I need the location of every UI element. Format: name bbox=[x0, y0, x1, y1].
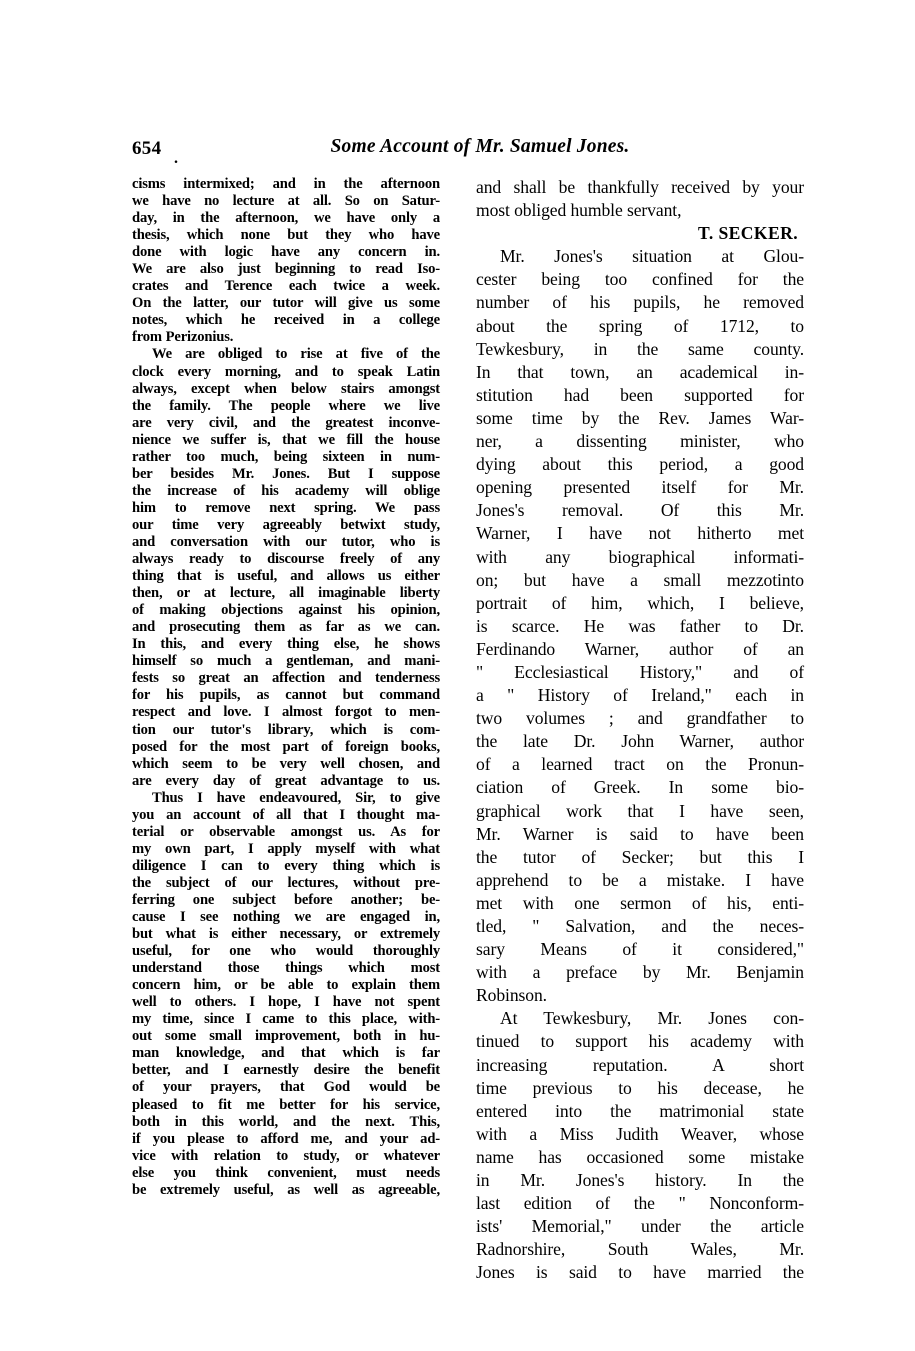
text-line: fests so great an affection and tenderness bbox=[132, 670, 440, 687]
text-line: my time, since I came to this place, with- bbox=[132, 1011, 440, 1028]
text-line: out some small improvement, both in hu- bbox=[132, 1028, 440, 1045]
text-line: apprehend to be a mistake. I have bbox=[476, 869, 804, 890]
text-line: then, or at lecture, all imaginable liberty bbox=[132, 585, 440, 602]
text-line: entered into the matrimonial state bbox=[476, 1100, 804, 1121]
text-line: but what is either necessary, or extremely bbox=[132, 926, 440, 943]
text-line: if you please to afford me, and your ad- bbox=[132, 1130, 440, 1147]
text-line: understand those things which most bbox=[132, 960, 440, 977]
text-line: sary Means of it considered," bbox=[476, 939, 804, 960]
text-line: diligence I can to every thing which is bbox=[132, 857, 440, 874]
text-line: terial or observable amongst us. As for bbox=[132, 823, 440, 840]
text-line: with a preface by Mr. Benjamin bbox=[476, 962, 804, 983]
text-line: himself so much a gentleman, and mani- bbox=[132, 653, 440, 670]
text-line: On the latter, our tutor will give us some bbox=[132, 295, 440, 312]
text-line: ber besides Mr. Jones. But I suppose bbox=[132, 465, 440, 482]
text-line: number of his pupils, he removed bbox=[476, 292, 804, 313]
text-line: is scarce. He was father to Dr. bbox=[476, 615, 804, 636]
text-line: In this, and every thing else, he shows bbox=[132, 636, 440, 653]
text-line: vice with relation to study, or whatever bbox=[132, 1147, 440, 1164]
text-line: of your prayers, that God would be bbox=[132, 1079, 440, 1096]
text-line: my own part, I apply myself with what bbox=[132, 840, 440, 857]
text-line: In that town, an academical in- bbox=[476, 361, 804, 382]
text-line: graphical work that I have seen, bbox=[476, 800, 804, 821]
text-line: time previous to his decease, he bbox=[476, 1077, 804, 1098]
text-line: ists' Memorial," under the article bbox=[476, 1216, 804, 1237]
text-line: Thus I have endeavoured, Sir, to give bbox=[152, 789, 440, 806]
text-line: of making objections against his opinion, bbox=[132, 602, 440, 619]
text-line: a " History of Ireland," each in bbox=[476, 685, 804, 706]
text-line: from Perizonius. bbox=[132, 329, 234, 346]
text-line: concern him, or be able to explain them bbox=[132, 977, 440, 994]
text-line: Mr. Warner is said to have been bbox=[476, 823, 804, 844]
text-line: are every day of great advantage to us. bbox=[132, 772, 440, 789]
text-line: of a learned tract on the Pronun- bbox=[476, 754, 804, 775]
text-line: which seem to be very well chosen, and bbox=[132, 755, 440, 772]
text-line: some time by the Rev. James War- bbox=[476, 407, 804, 428]
page-title: Some Account of Mr. Samuel Jones. bbox=[330, 136, 630, 157]
text-line: cisms intermixed; and in the afternoon bbox=[132, 176, 440, 192]
text-line: We are obliged to rise at five of the bbox=[152, 346, 440, 363]
text-line: the family. The people where we live bbox=[132, 397, 440, 414]
text-line: useful, for one who would thoroughly bbox=[132, 943, 440, 960]
text-line: else you think convenient, must needs bbox=[132, 1164, 440, 1181]
text-line: clock every morning, and to speak Latin bbox=[132, 363, 440, 380]
text-line: with a Miss Judith Weaver, whose bbox=[476, 1123, 804, 1144]
text-line: pleased to fit me better for his service, bbox=[132, 1096, 440, 1113]
text-line: thing that is useful, and allows us either bbox=[132, 568, 440, 585]
text-line: you an account of all that I thought ma- bbox=[132, 806, 440, 823]
text-line: on; but have a small mezzotinto bbox=[476, 569, 804, 590]
page-number: 654 bbox=[132, 138, 162, 159]
text-line: for his pupils, as cannot but command bbox=[132, 687, 440, 704]
text-line: the tutor of Secker; but this I bbox=[476, 846, 804, 867]
text-line: opening presented itself for Mr. bbox=[476, 477, 804, 498]
text-line: name has occasioned some mistake bbox=[476, 1146, 804, 1167]
text-line: are very civil, and the greatest inconve- bbox=[132, 414, 440, 431]
column-right bbox=[476, 176, 804, 1285]
text-line: always, except when below stairs amongst bbox=[132, 380, 440, 397]
text-line: ciation of Greek. In some bio- bbox=[476, 777, 804, 798]
text-line: the late Dr. John Warner, author bbox=[476, 731, 804, 752]
text-line: and conversation with our tutor, who is bbox=[132, 533, 440, 550]
text-line: We are also just beginning to read Iso- bbox=[132, 261, 440, 278]
text-line: man knowledge, and that which is far bbox=[132, 1045, 440, 1062]
text-line: in Mr. Jones's history. In the bbox=[476, 1170, 804, 1191]
text-line: always ready to discourse freely of any bbox=[132, 551, 440, 568]
text-line: tion our tutor's library, which is com- bbox=[132, 721, 440, 738]
letter-signature: T. SECKER. bbox=[698, 223, 798, 244]
text-line: crates and Terence each twice a week. bbox=[132, 278, 440, 295]
text-line: tinued to support his academy with bbox=[476, 1031, 804, 1052]
column-left bbox=[132, 176, 440, 1199]
text-line: both in this world, and the next. This, bbox=[132, 1113, 440, 1130]
text-line: Mr. Jones's situation at Glou- bbox=[500, 246, 804, 267]
text-line: ferring one subject before another; be- bbox=[132, 891, 440, 908]
text-line: Jones is said to have married the bbox=[476, 1262, 804, 1283]
text-line: nience we suffer is, that we fill the house bbox=[132, 431, 440, 448]
text-line: dying about this period, a good bbox=[476, 454, 804, 475]
text-line: ner, a dissenting minister, who bbox=[476, 431, 804, 452]
text-line: Tewkesbury, in the same county. bbox=[476, 338, 804, 359]
text-line: met with one sermon of his, enti- bbox=[476, 892, 804, 913]
text-line: respect and love. I almost forgot to men- bbox=[132, 704, 440, 721]
text-line: Warner, I have not hitherto met bbox=[476, 523, 804, 544]
text-line: and prosecuting them as far as we can. bbox=[132, 619, 440, 636]
text-line: stitution had been supported for bbox=[476, 384, 804, 405]
text-line: cause I see nothing we are engaged in, bbox=[132, 909, 440, 926]
text-line: Robinson. bbox=[476, 985, 547, 1006]
text-line: portrait of him, which, I believe, bbox=[476, 592, 804, 613]
text-line: our time very agreeably betwixt study, bbox=[132, 516, 440, 533]
text-line: better, and I earnestly desire the benefit bbox=[132, 1062, 440, 1079]
text-line: well to others. I hope, I have not spent bbox=[132, 994, 440, 1011]
text-line: and shall be thankfully received by your bbox=[476, 177, 804, 197]
text-line: posed for the most part of foreign books, bbox=[132, 738, 440, 755]
running-head bbox=[132, 136, 800, 166]
text-line: with any biographical informati- bbox=[476, 546, 804, 567]
text-line: him to remove next spring. We pass bbox=[132, 499, 440, 516]
text-line: about the spring of 1712, to bbox=[476, 315, 804, 336]
text-line: Ferdinando Warner, author of an bbox=[476, 638, 804, 659]
text-line: thesis, which none but they who have bbox=[132, 227, 440, 244]
text-line: two volumes ; and grandfather to bbox=[476, 708, 804, 729]
text-line: last edition of the " Nonconform- bbox=[476, 1193, 804, 1214]
text-line: the subject of our lectures, without pre- bbox=[132, 874, 440, 891]
text-line: tled, " Salvation, and the neces- bbox=[476, 916, 804, 936]
text-line: notes, which he received in a college bbox=[132, 312, 440, 329]
text-line: Radnorshire, South Wales, Mr. bbox=[476, 1239, 804, 1260]
text-line: cester being too confined for the bbox=[476, 269, 804, 290]
text-line: be extremely useful, as well as agreeable, bbox=[132, 1181, 440, 1198]
folio-mark: . bbox=[174, 150, 178, 167]
text-line: done with logic have any concern in. bbox=[132, 244, 440, 261]
text-line: At Tewkesbury, Mr. Jones con- bbox=[500, 1008, 804, 1029]
text-line: rather too much, being sixteen in num- bbox=[132, 448, 440, 465]
text-line: increasing reputation. A short bbox=[476, 1054, 804, 1075]
text-line: day, in the afternoon, we have only a bbox=[132, 210, 440, 227]
text-line: we have no lecture at all. So on Satur- bbox=[132, 193, 440, 210]
text-line: the increase of his academy will oblige bbox=[132, 482, 440, 499]
text-line: " Ecclesiastical History," and of bbox=[476, 661, 804, 682]
text-line: Jones's removal. Of this Mr. bbox=[476, 500, 804, 521]
text-line: most obliged humble servant, bbox=[476, 200, 682, 221]
